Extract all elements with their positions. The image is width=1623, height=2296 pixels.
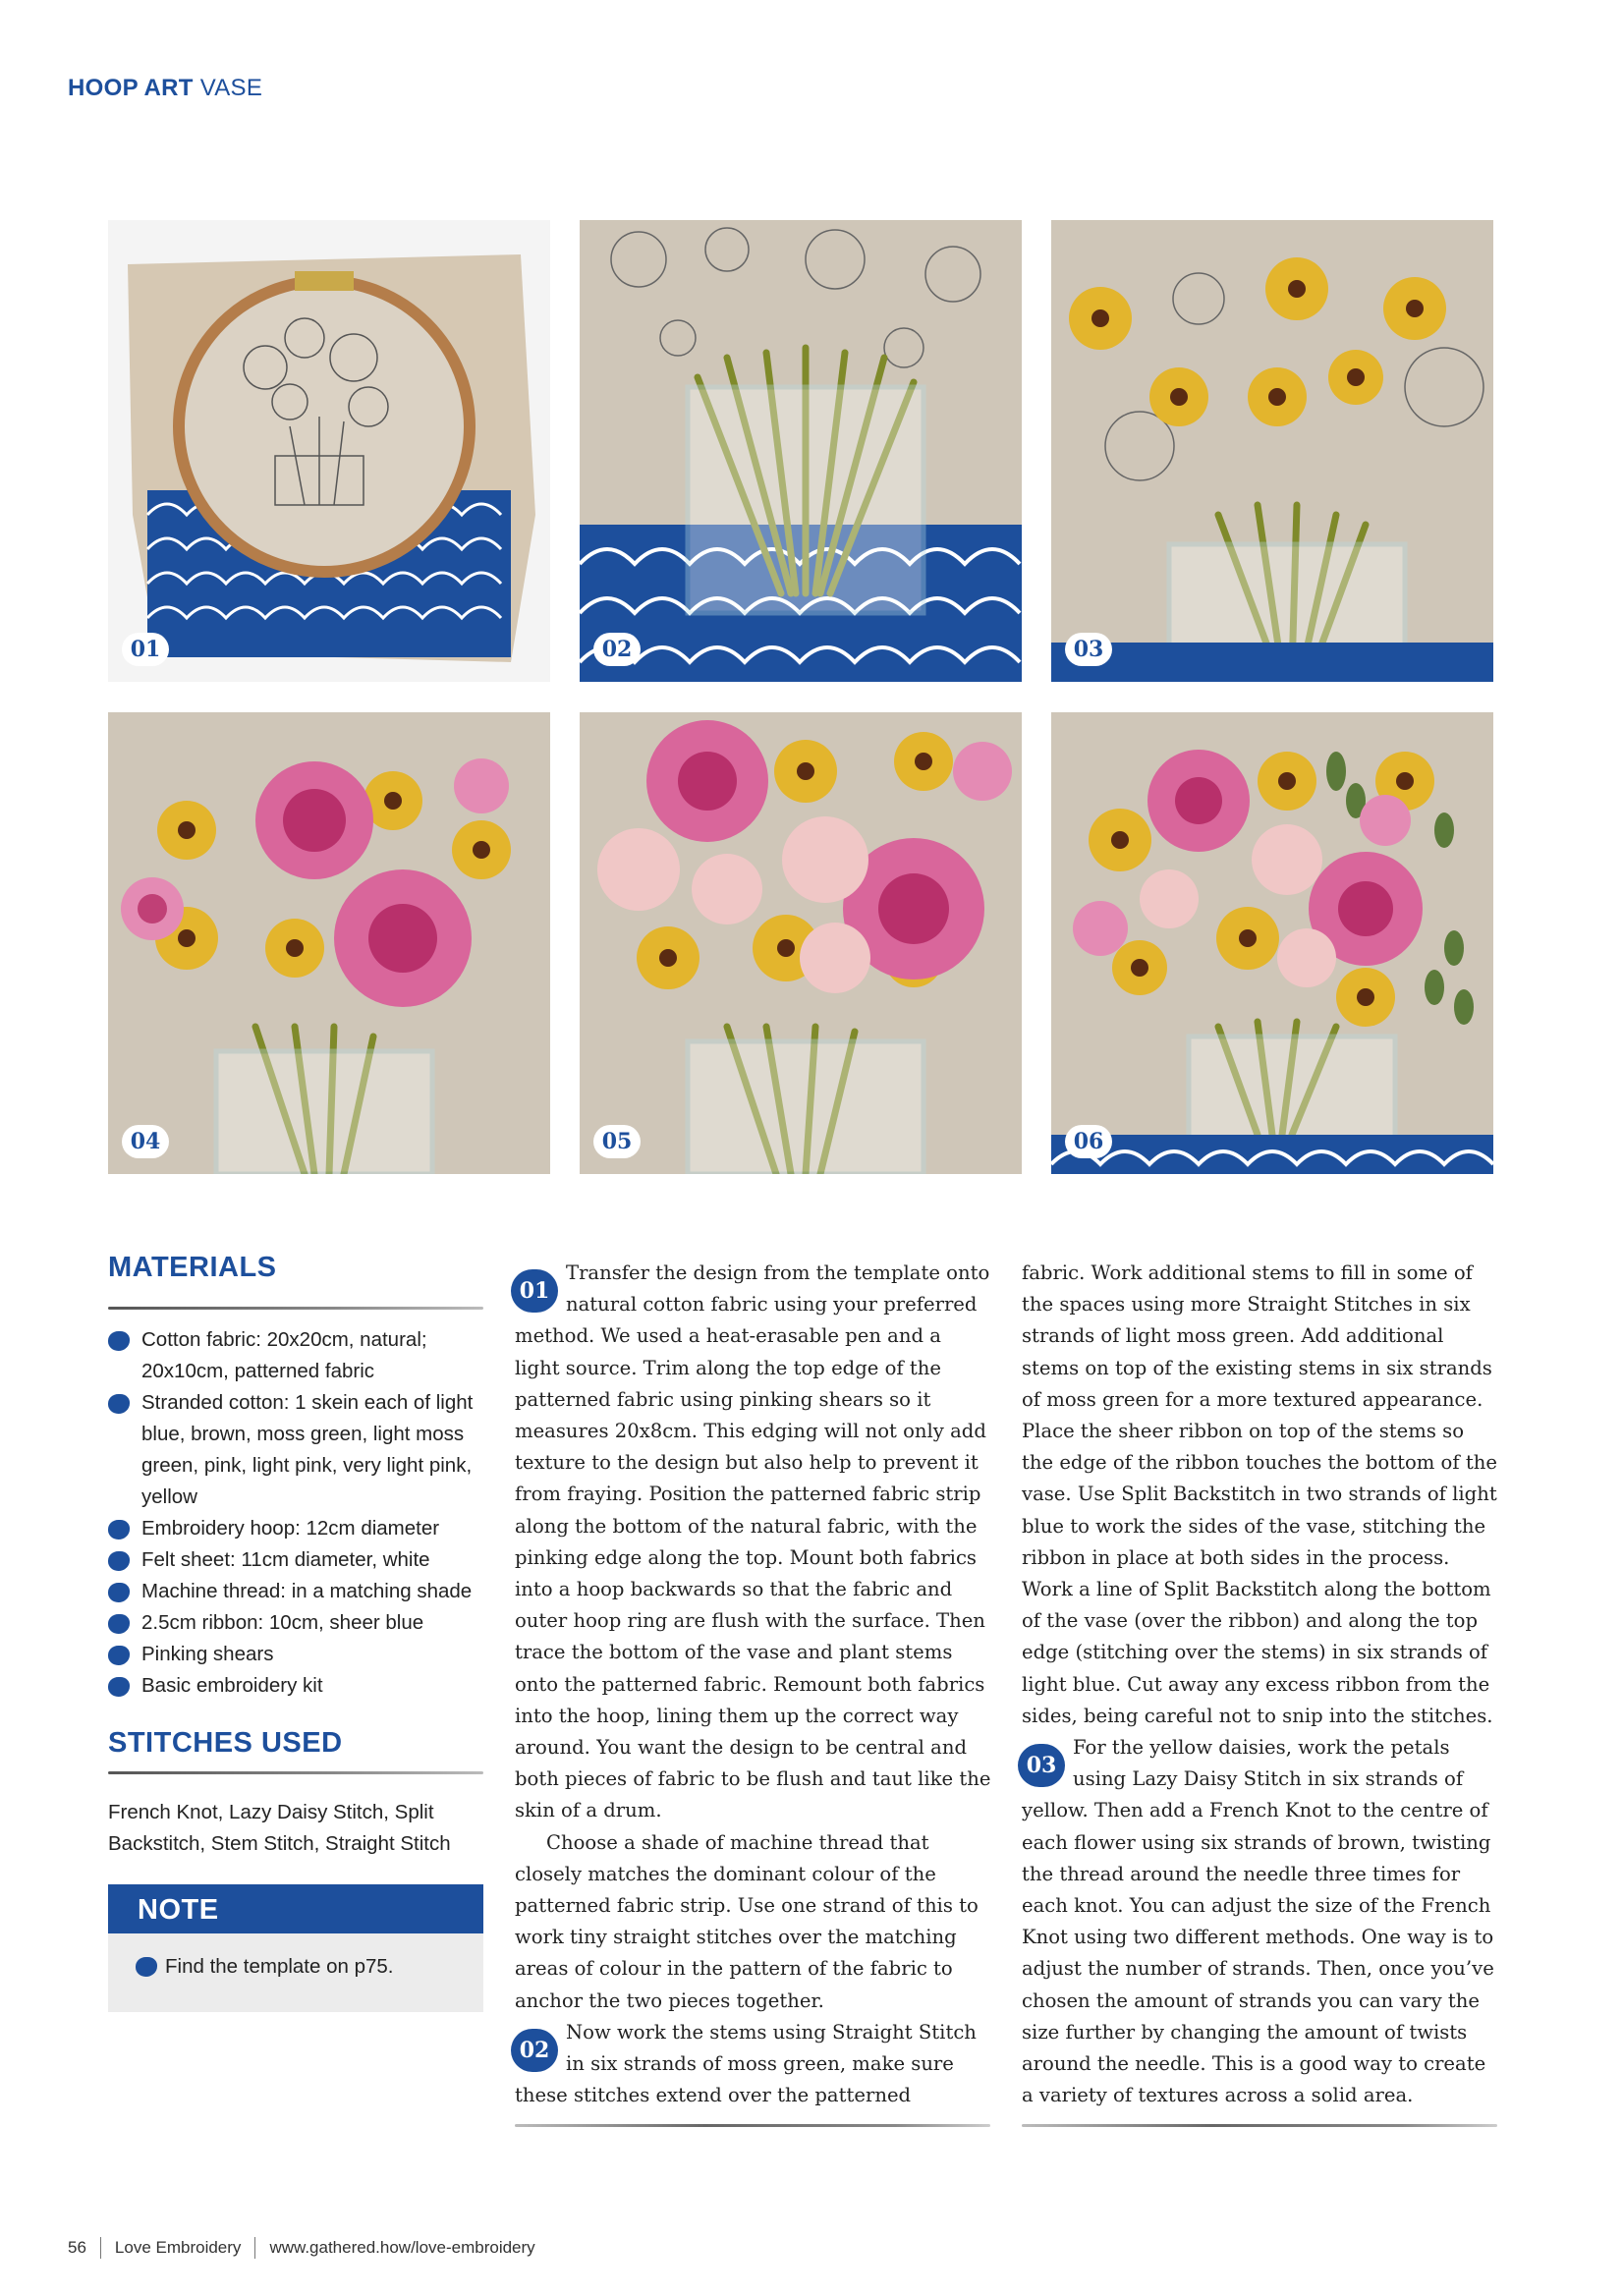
- column-2-rule: [1022, 2124, 1497, 2127]
- material-text: Felt sheet: 11cm diameter, white: [141, 1548, 430, 1571]
- list-item: [108, 1670, 491, 1702]
- column-1-rule: [515, 2124, 990, 2127]
- bullet-icon: [108, 1520, 130, 1540]
- material-text: Pinking shears: [141, 1643, 274, 1665]
- footer-divider: [254, 2237, 255, 2259]
- page-footer: [68, 2237, 535, 2259]
- note-heading: NOTE: [108, 1884, 483, 1933]
- step-photo-03: [1051, 220, 1493, 682]
- list-item: [108, 1544, 491, 1576]
- step-badge-01: 01: [511, 1269, 558, 1313]
- list-item: [108, 1639, 491, 1670]
- embroidery-hoop-photo: [108, 220, 550, 682]
- stitches-list: French Knot, Lazy Daisy Stitch, Split Backstitch, Stem Stitch, Straight Stitch: [108, 1801, 451, 1855]
- french-knot-flowers-photo: [580, 712, 1022, 1174]
- step-03-text: [1022, 1732, 1498, 2111]
- step-photo-04: [108, 712, 550, 1174]
- finished-vase-photo: [1051, 712, 1493, 1174]
- daisies-photo: [1051, 220, 1493, 682]
- list-item: [108, 1576, 491, 1607]
- step-02-text: [515, 2017, 991, 2112]
- step-photo-05: [580, 712, 1022, 1174]
- list-item: [108, 1607, 491, 1639]
- list-item: [108, 1324, 491, 1387]
- step-photo-01: [108, 220, 550, 682]
- step-03-paragraph: For the yellow daisies, work the petals using Lazy Daisy Stitch in six strands of yellow. Then add a French Knot to the centre of each flower using six strands of brown, twisting the thread around the needle three times for each knot. You can adjust the size of the French Knot using two different methods. One way is to adjust the number of strands. Then, once you’ve chosen the amount of strands you can vary the size further by changing the amount of twists around the needle. This is a good way to create a variety of textures across a solid area.: [1022, 1736, 1494, 2107]
- step-01-paragraph-2: Choose a shade of machine thread that closely matches the dominant colour of the patterned fabric strip. Use one strand of this to work tiny straight stitches over the matching areas of colour in the pattern of the fabric to anchor the two pieces together.: [515, 1830, 979, 2012]
- bullet-icon: [108, 1394, 130, 1414]
- bullet-icon: [136, 1957, 157, 1977]
- instructions-column-1: [515, 1258, 991, 2111]
- material-text: Embroidery hoop: 12cm diameter: [141, 1517, 440, 1540]
- note-box: [108, 1884, 483, 2012]
- material-text: Stranded cotton: 1 skein each of light blue, brown, moss green, light moss green, pink, light pink, very light pink, yellow: [141, 1391, 474, 1508]
- step-label-05: 05: [593, 1125, 641, 1158]
- section-label: HOOP ART: [68, 75, 194, 101]
- step-label-01: 01: [122, 633, 169, 666]
- materials-list: [108, 1324, 491, 1702]
- bullet-icon: [108, 1551, 130, 1571]
- step-02-paragraph-b: fabric. Work additional stems to fill in some of the spaces using more Straight Stitches in six strands of light moss green. Add additional stems on top of the existing stems in six strands of moss green for a more textured appearance. Place the sheer ribbon on top of the stems so the edge of the ribbon touches the bottom of the vase. Use Split Backstitch in two strands of light blue to work the sides of the vase, stitching the ribbon in place at both sides in the process. Work a line of Split Backstitch along the bottom of the vase (over the ribbon) and along the top edge (stitching over the stems) in six strands of light blue. Cut away any excess ribbon from the sides, being careful not to snip into the stitches.: [1022, 1261, 1497, 1727]
- step-01-text: [515, 1258, 991, 1827]
- material-text: Machine thread: in a matching shade: [141, 1580, 473, 1602]
- bullet-icon: [108, 1646, 130, 1665]
- roses-photo: [108, 712, 550, 1174]
- instructions-column-2: [1022, 1258, 1498, 2111]
- note-text: Find the template on p75.: [165, 1955, 394, 1978]
- bullet-icon: [108, 1583, 130, 1602]
- magazine-name: Love Embroidery: [114, 2238, 242, 2257]
- bullet-icon: [108, 1331, 130, 1351]
- materials-heading: MATERIALS: [108, 1252, 277, 1283]
- material-text: Cotton fabric: 20x20cm, natural; 20x10cm, patterned fabric: [141, 1328, 427, 1382]
- bullet-icon: [108, 1614, 130, 1634]
- bullet-icon: [108, 1677, 130, 1697]
- page-title: VASE: [199, 75, 263, 101]
- list-item: [108, 1513, 491, 1544]
- material-text: 2.5cm ribbon: 10cm, sheer blue: [141, 1611, 424, 1634]
- page-number: 56: [68, 2238, 86, 2257]
- footer-divider: [100, 2237, 101, 2259]
- step-photo-06: [1051, 712, 1493, 1174]
- step-label-03: 03: [1065, 633, 1112, 666]
- step-02-paragraph-a: Now work the stems using Straight Stitch in six strands of moss green, make sure these stitches extend over the patterned: [515, 2020, 977, 2107]
- note-item: [136, 1955, 483, 1979]
- step-label-04: 04: [122, 1125, 169, 1158]
- footer-url: www.gathered.how/love-embroidery: [269, 2238, 535, 2257]
- step-photo-02: [580, 220, 1022, 682]
- materials-rule: [108, 1307, 483, 1310]
- step-label-06: 06: [1065, 1125, 1112, 1158]
- stitches-heading: STITCHES USED: [108, 1727, 343, 1759]
- stems-photo: [580, 220, 1022, 682]
- material-text: Basic embroidery kit: [141, 1674, 323, 1697]
- list-item: [108, 1387, 491, 1513]
- step-badge-02: 02: [511, 2029, 558, 2072]
- step-badge-03: 03: [1018, 1744, 1065, 1787]
- step-label-02: 02: [593, 633, 641, 666]
- stitches-rule: [108, 1771, 483, 1774]
- step-01-paragraph-1: Transfer the design from the template onto natural cotton fabric using your preferred method. We used a heat-erasable pen and a light source. Trim along the top edge of the patterned fabric using pinking shears so it measures 20x8cm. This edging will not only add texture to the design but also help to prevent it from fraying. Position the patterned fabric strip along the bottom of the natural fabric, with the pinking edge along the top. Mount both fabrics into a hoop backwards so that the fabric and outer hoop ring are flush with the surface. Then trace the bottom of the vase and plant stems onto the patterned fabric. Remount both fabrics into the hoop, lining them up the correct way around. You want the design to be central and both pieces of fabric to be flush and taut like the skin of a drum.: [515, 1261, 991, 1822]
- page-header: [68, 75, 262, 102]
